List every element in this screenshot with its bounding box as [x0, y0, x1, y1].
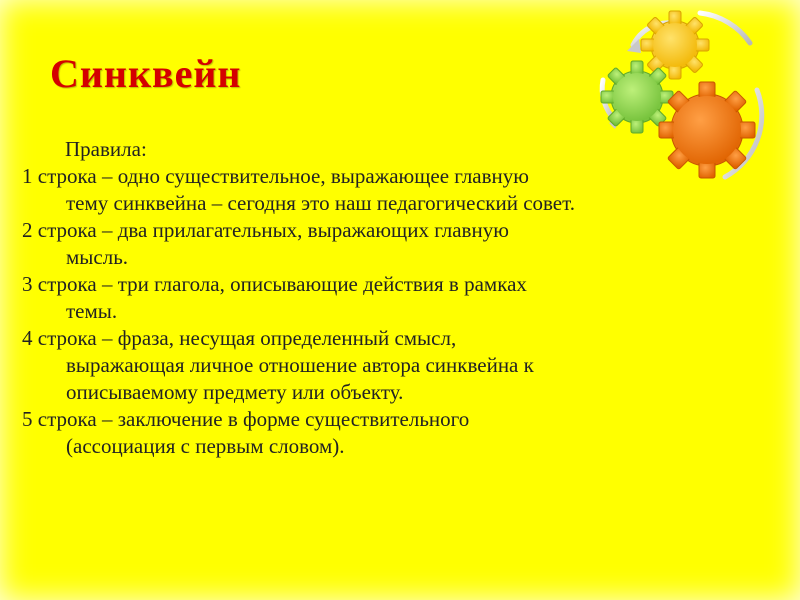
rule-item	[22, 406, 722, 460]
rule-line: 2 строка – два прилагательных, выражающих главную	[22, 218, 509, 242]
rule-line: 5 строка – заключение в форме существительного	[22, 407, 470, 431]
rule-item	[22, 163, 722, 217]
rules-list	[22, 136, 722, 460]
rules-heading: Правила:	[65, 137, 147, 161]
rule-item	[22, 217, 722, 271]
rule-item	[22, 271, 722, 325]
rule-line: темы.	[66, 299, 118, 323]
rule-line: 3 строка – три глагола, описывающие действия в рамках	[22, 272, 527, 296]
rule-line: описываемому предмету или объекту.	[66, 380, 404, 404]
rule-line: мысль.	[66, 245, 129, 269]
rule-line: 4 строка – фраза, несущая определенный смысл,	[22, 326, 457, 350]
gear-icon-yellow	[641, 11, 709, 79]
rule-item	[22, 325, 722, 406]
slide-title: Синквейн	[50, 51, 242, 96]
rule-line: выражающая личное отношение автора синквейна к	[66, 353, 534, 377]
rule-line: тему синквейна – сегодня это наш педагогический совет.	[66, 191, 575, 215]
rule-line: 1 строка – одно существительное, выражающее главную	[22, 164, 529, 188]
rule-line: (ассоциация с первым словом).	[66, 434, 345, 458]
